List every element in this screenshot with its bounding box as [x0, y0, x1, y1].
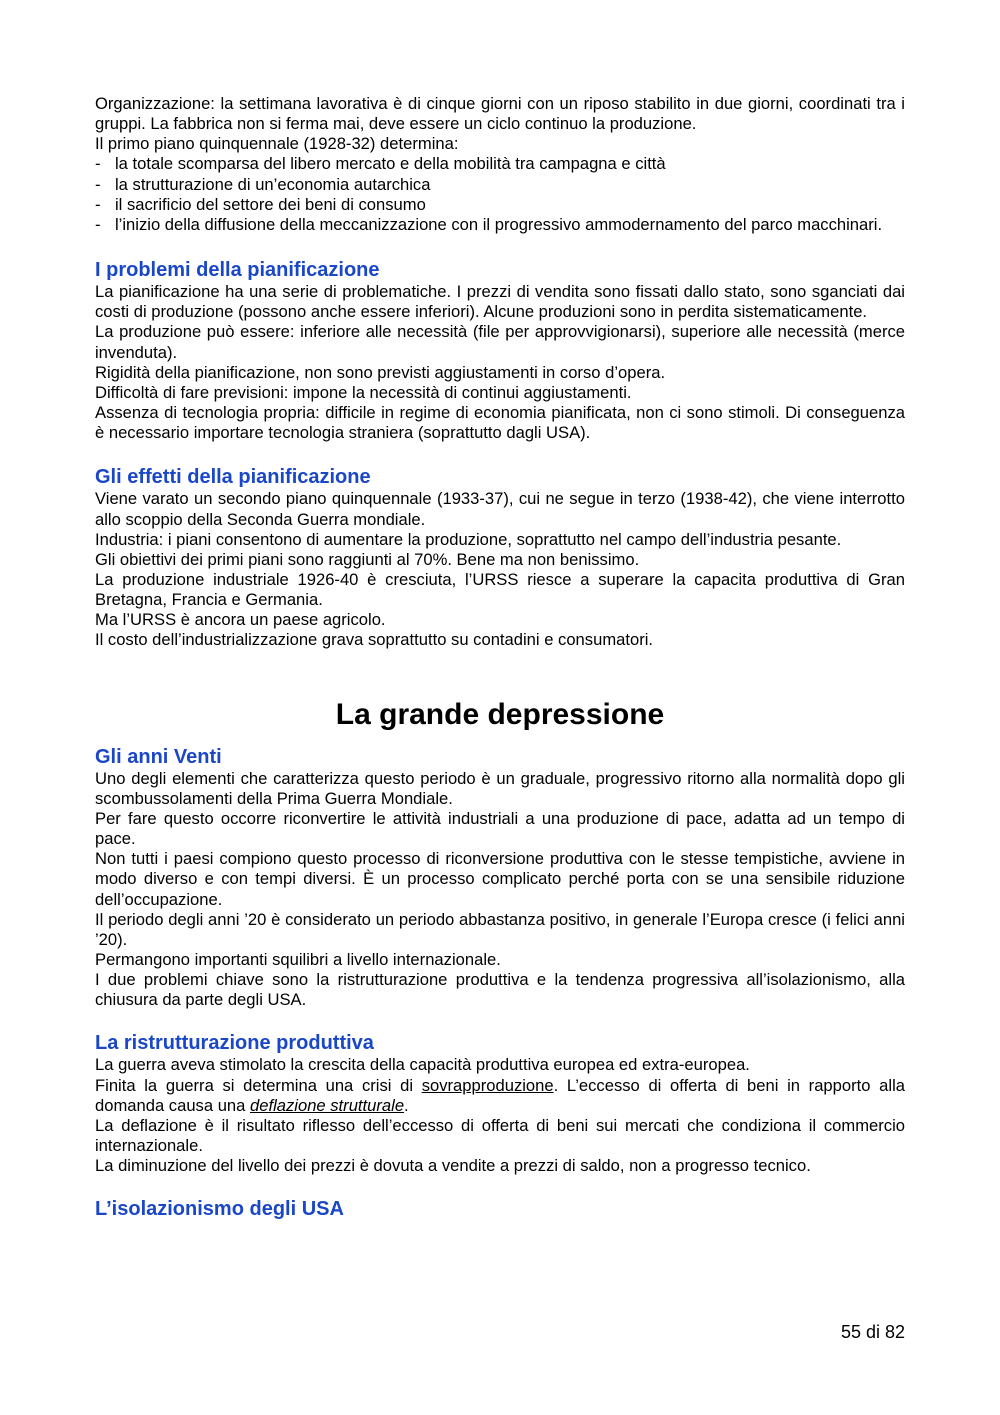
- paragraph-with-links: [95, 1076, 905, 1116]
- list-item: - l’inizio della diffusione della meccanizzazione con il progressivo ammodernamento del parco macchinari.: [95, 215, 905, 235]
- section-heading-isolazionismo: L’isolazionismo degli USA: [95, 1198, 344, 1221]
- paragraph: La diminuzione del livello dei prezzi è dovuta a vendite a prezzi di saldo, non a progresso tecnico.: [95, 1156, 811, 1176]
- paragraph: Industria: i piani consentono di aumentare la produzione, soprattutto nel campo dell’industria pesante.: [95, 529, 842, 549]
- paragraph: Assenza di tecnologia propria: difficile in regime di economia pianificata, non ci sono stimoli. Di conseguenza è necessario importare tecnologia straniera (soprattutto dagli USA).: [95, 403, 905, 443]
- list-item: - il sacrificio del settore dei beni di consumo: [95, 195, 905, 215]
- page-number: 55 di 82: [840, 1322, 905, 1342]
- intro-paragraph: Il primo piano quinquennale (1928-32) determina:: [95, 134, 459, 154]
- section-heading-ristrutturazione: La ristrutturazione produttiva: [95, 1032, 374, 1055]
- paragraph: Il periodo degli anni ’20 è considerato un periodo abbastanza positivo, in generale l’Europa cresce (i felici anni ’20).: [95, 909, 905, 949]
- section-heading-effetti: Gli effetti della pianificazione: [95, 466, 371, 489]
- paragraph: Uno degli elementi che caratterizza questo periodo è un graduale, progressivo ritorno alla normalità dopo gli scombussolamenti della Prima Guerra Mondiale.: [95, 768, 905, 808]
- section-heading-problemi: I problemi della pianificazione: [95, 259, 380, 282]
- paragraph: La deflazione è il risultato riflesso dell’eccesso di offerta di beni sui mercati che condiziona il commercio internazionale.: [95, 1115, 905, 1156]
- paragraph: La pianificazione ha una serie di problematiche. I prezzi di vendita sono fissati dallo stato, sono sganciati dai costi di produzione (possono anche essere inferiori). Alcune produzioni sono in perdita sistematicamente.: [95, 282, 905, 322]
- paragraph: La produzione industriale 1926-40 è cresciuta, l’URSS riesce a superare la capacita produttiva di Gran Bretagna, Francia e Germania.: [95, 569, 905, 610]
- intro-bullet-list: [95, 154, 905, 235]
- text-fragment: . L’eccesso di offerta di beni in rapporto alla domanda causa una: [95, 1075, 905, 1115]
- paragraph: Gli obiettivi dei primi piani sono raggiunti al 70%. Bene ma non benissimo.: [95, 549, 640, 569]
- document-page: [95, 94, 905, 1221]
- text-fragment: Finita la guerra si determina una crisi di: [95, 1075, 422, 1095]
- list-item: - la strutturazione di un’economia autarchica: [95, 175, 905, 195]
- paragraph: I due problemi chiave sono la ristrutturazione produttiva e la tendenza progressiva all’isolazionismo, alla chiusura da parte degli USA.: [95, 970, 905, 1010]
- paragraph: Il costo dell’industrializzazione grava soprattutto su contadini e consumatori.: [95, 630, 654, 650]
- paragraph: Difficoltà di fare previsioni: impone la necessità di continui aggiustamenti.: [95, 382, 632, 402]
- deflazione-strutturale-link[interactable]: deflazione strutturale: [250, 1095, 405, 1115]
- paragraph: La produzione può essere: inferiore alle necessità (file per approvvigionarsi), superiore alle necessità (merce invenduta).: [95, 322, 905, 362]
- section-heading-anni-venti: Gli anni Venti: [95, 745, 222, 768]
- chapter-title: La grande depressione: [335, 697, 665, 731]
- paragraph: La guerra aveva stimolato la crescita della capacità produttiva europea ed extra-europea.: [95, 1055, 750, 1075]
- paragraph: Viene varato un secondo piano quinquennale (1933-37), cui ne segue in terzo (1938-42), che viene interrotto allo scoppio della Seconda Guerra mondiale.: [95, 489, 905, 529]
- list-item: - la totale scomparsa del libero mercato e della mobilità tra campagna e città: [95, 154, 905, 174]
- paragraph: Non tutti i paesi compiono questo processo di riconversione produttiva con le stesse tempistiche, avviene in modo diverso e con tempi diversi. È un processo complicato perché porta con se una sensibile riduzione dell’occupazione.: [95, 849, 905, 909]
- intro-paragraph: Organizzazione: la settimana lavorativa è di cinque giorni con un riposo stabilito in due giorni, coordinati tra i gruppi. La fabbrica non si ferma mai, deve essere un ciclo continuo la produzione.: [95, 94, 905, 134]
- paragraph: Permangono importanti squilibri a livello internazionale.: [95, 950, 501, 969]
- text-fragment: .: [404, 1095, 409, 1115]
- paragraph: Rigidità della pianificazione, non sono previsti aggiustamenti in corso d’opera.: [95, 362, 666, 382]
- paragraph: Ma l’URSS è ancora un paese agricolo.: [95, 610, 386, 630]
- paragraph: Per fare questo occorre riconvertire le attività industriali a una produzione di pace, adatta ad un tempo di pace.: [95, 808, 905, 849]
- sovrapproduzione-link[interactable]: sovrapproduzione: [421, 1075, 554, 1095]
